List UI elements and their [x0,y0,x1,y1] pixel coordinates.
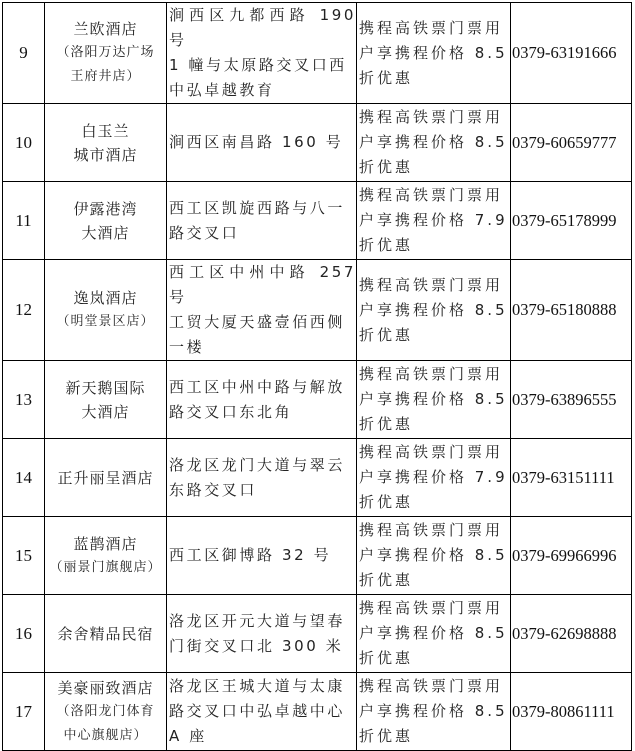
table-row [3,673,632,751]
discount-line: 折优惠 [359,493,414,511]
discount-line: 携程高铁票门票用 [359,521,504,539]
hotel-name: 正升丽呈酒店 [57,468,154,487]
hotel-address-line: 工贸大厦天盛壹佰西侧 [169,313,346,331]
discount-line: 携程高铁票门票用 [359,275,504,294]
discount-line: 折优惠 [359,649,414,667]
hotel-name-cell [45,361,167,439]
discount-cell [357,260,511,361]
discount-line: 户享携程价格 8.5 [359,133,508,151]
phone-number: 0379-63191666 [511,3,632,104]
discount-line: 携程高铁票门票用 [359,18,504,37]
phone-number: 0379-63151111 [511,439,632,517]
hotel-address-line: 一楼 [169,338,205,356]
discount-line: 折优惠 [359,236,414,254]
hotel-address-cell [167,595,357,673]
row-number: 11 [3,182,45,260]
discount-line: 户享携程价格 8.5 [359,546,508,564]
discount-line: 户享携程价格 8.5 [359,702,508,720]
table-row [3,260,632,361]
discount-cell [357,104,511,182]
hotel-name: 新天鹅国际 [65,378,146,397]
hotel-address-line: A 座 [169,727,207,745]
table-row [3,104,632,182]
hotel-name-cell [45,260,167,361]
phone-number: 0379-62698888 [511,595,632,673]
discount-line: 户享携程价格 8.5 [359,624,508,642]
hotel-name: 伊露港湾 [73,199,138,218]
hotel-address-line: 东路交叉口 [169,480,258,499]
hotel-name-sub: 大酒店 [81,223,130,242]
hotel-name: 逸岚酒店 [73,289,138,307]
hotel-name-sub: 城市酒店 [73,145,138,164]
row-number: 9 [3,3,45,104]
discount-line: 携程高铁票门票用 [359,365,504,383]
row-number: 13 [3,361,45,439]
discount-line: 户享携程价格 7.9 [359,468,508,486]
table-row [3,517,632,595]
discount-line: 户享携程价格 7.9 [359,211,508,229]
hotel-address-cell [167,260,357,361]
discount-line: 折优惠 [359,158,414,176]
hotel-address-line: 西工区凯旋西路与八一 [169,198,346,217]
hotel-address-line: 涧西区九都西路 190 号 [169,6,356,49]
hotel-address-line: 西工区中州中路 257 号 [169,263,356,306]
hotel-name-sub: （洛阳龙门体育 [56,703,155,719]
discount-line: 户享携程价格 8.5 [359,43,508,62]
hotel-name: 兰欧酒店 [73,20,138,38]
hotel-name: 余舍精品民宿 [57,624,154,643]
discount-line: 户享携程价格 8.5 [359,390,508,408]
hotel-name-cell [45,517,167,595]
hotel-address-line: 涧西区南昌路 160 号 [169,133,344,151]
discount-line: 折优惠 [359,68,414,87]
hotel-address-line: 西工区中州中路与解放 [169,377,346,396]
discount-cell [357,673,511,751]
hotel-address-line: 路交叉口 [169,223,240,242]
hotel-address-cell [167,517,357,595]
discount-line: 携程高铁票门票用 [359,599,504,617]
hotel-address-cell [167,182,357,260]
hotel-address-cell [167,439,357,517]
hotel-name-sub: （丽景门旗舰店） [49,559,162,575]
table-row [3,439,632,517]
hotel-address-line: 中弘卓越教育 [169,81,275,99]
phone-number: 0379-65180888 [511,260,632,361]
phone-number: 0379-60659777 [511,104,632,182]
hotel-name-cell [45,673,167,751]
hotel-address-line: 路交叉口东北角 [169,402,293,421]
table-row [3,361,632,439]
phone-number: 0379-65178999 [511,182,632,260]
hotel-address-cell [167,673,357,751]
discount-line: 携程高铁票门票用 [359,108,504,126]
hotel-name-sub: 王府井店） [70,69,141,84]
hotel-address-line: 1 幢与太原路交叉口西 [169,56,347,74]
hotel-name-cell [45,182,167,260]
hotel-address-line: 洛龙区龙门大道与翠云 [169,455,346,474]
hotel-address-cell [167,3,357,104]
table-row [3,3,632,104]
hotel-name-cell [45,104,167,182]
row-number: 16 [3,595,45,673]
row-number: 12 [3,260,45,361]
discount-cell [357,3,511,104]
hotel-name-cell [45,439,167,517]
discount-line: 折优惠 [359,571,414,589]
phone-number: 0379-69966996 [511,517,632,595]
table-row [3,182,632,260]
hotel-name-cell [45,595,167,673]
hotel-address-cell [167,361,357,439]
discount-line: 携程高铁票门票用 [359,677,504,695]
phone-number: 0379-80861111 [511,673,632,751]
discount-line: 户享携程价格 8.5 [359,300,508,319]
hotel-address-line: 洛龙区王城大道与太康 [169,677,346,695]
hotel-name-cell [45,3,167,104]
discount-cell [357,182,511,260]
phone-number: 0379-63896555 [511,361,632,439]
discount-cell [357,517,511,595]
hotel-name: 美豪丽致酒店 [57,678,154,697]
hotel-name-sub: 中心旗舰店） [63,727,148,743]
row-number: 17 [3,673,45,751]
discount-line: 携程高铁票门票用 [359,443,504,461]
discount-line: 折优惠 [359,325,414,344]
hotel-address-line: 洛龙区开元大道与望春 [169,611,346,630]
discount-cell [357,439,511,517]
row-number: 15 [3,517,45,595]
table-row [3,595,632,673]
discount-line: 携程高铁票门票用 [359,186,504,204]
discount-cell [357,595,511,673]
hotel-name: 蓝鹊酒店 [73,534,138,553]
discount-line: 折优惠 [359,415,414,433]
hotel-name-sub: 大酒店 [81,402,130,421]
row-number: 10 [3,104,45,182]
table-body [3,3,632,751]
hotel-address-cell [167,104,357,182]
hotel-address-line: 门街交叉口北 300 米 [169,636,344,655]
hotel-address-line: 西工区御博路 32 号 [169,546,332,564]
discount-line: 折优惠 [359,727,414,745]
hotel-name: 白玉兰 [81,121,130,140]
discount-cell [357,361,511,439]
hotel-name-sub: （明堂景区店） [56,314,155,329]
hotel-name-sub: （洛阳万达广场 [56,45,155,60]
hotel-discount-table [2,2,632,751]
hotel-address-line: 路交叉口中弘卓越中心 [169,702,346,720]
row-number: 14 [3,439,45,517]
